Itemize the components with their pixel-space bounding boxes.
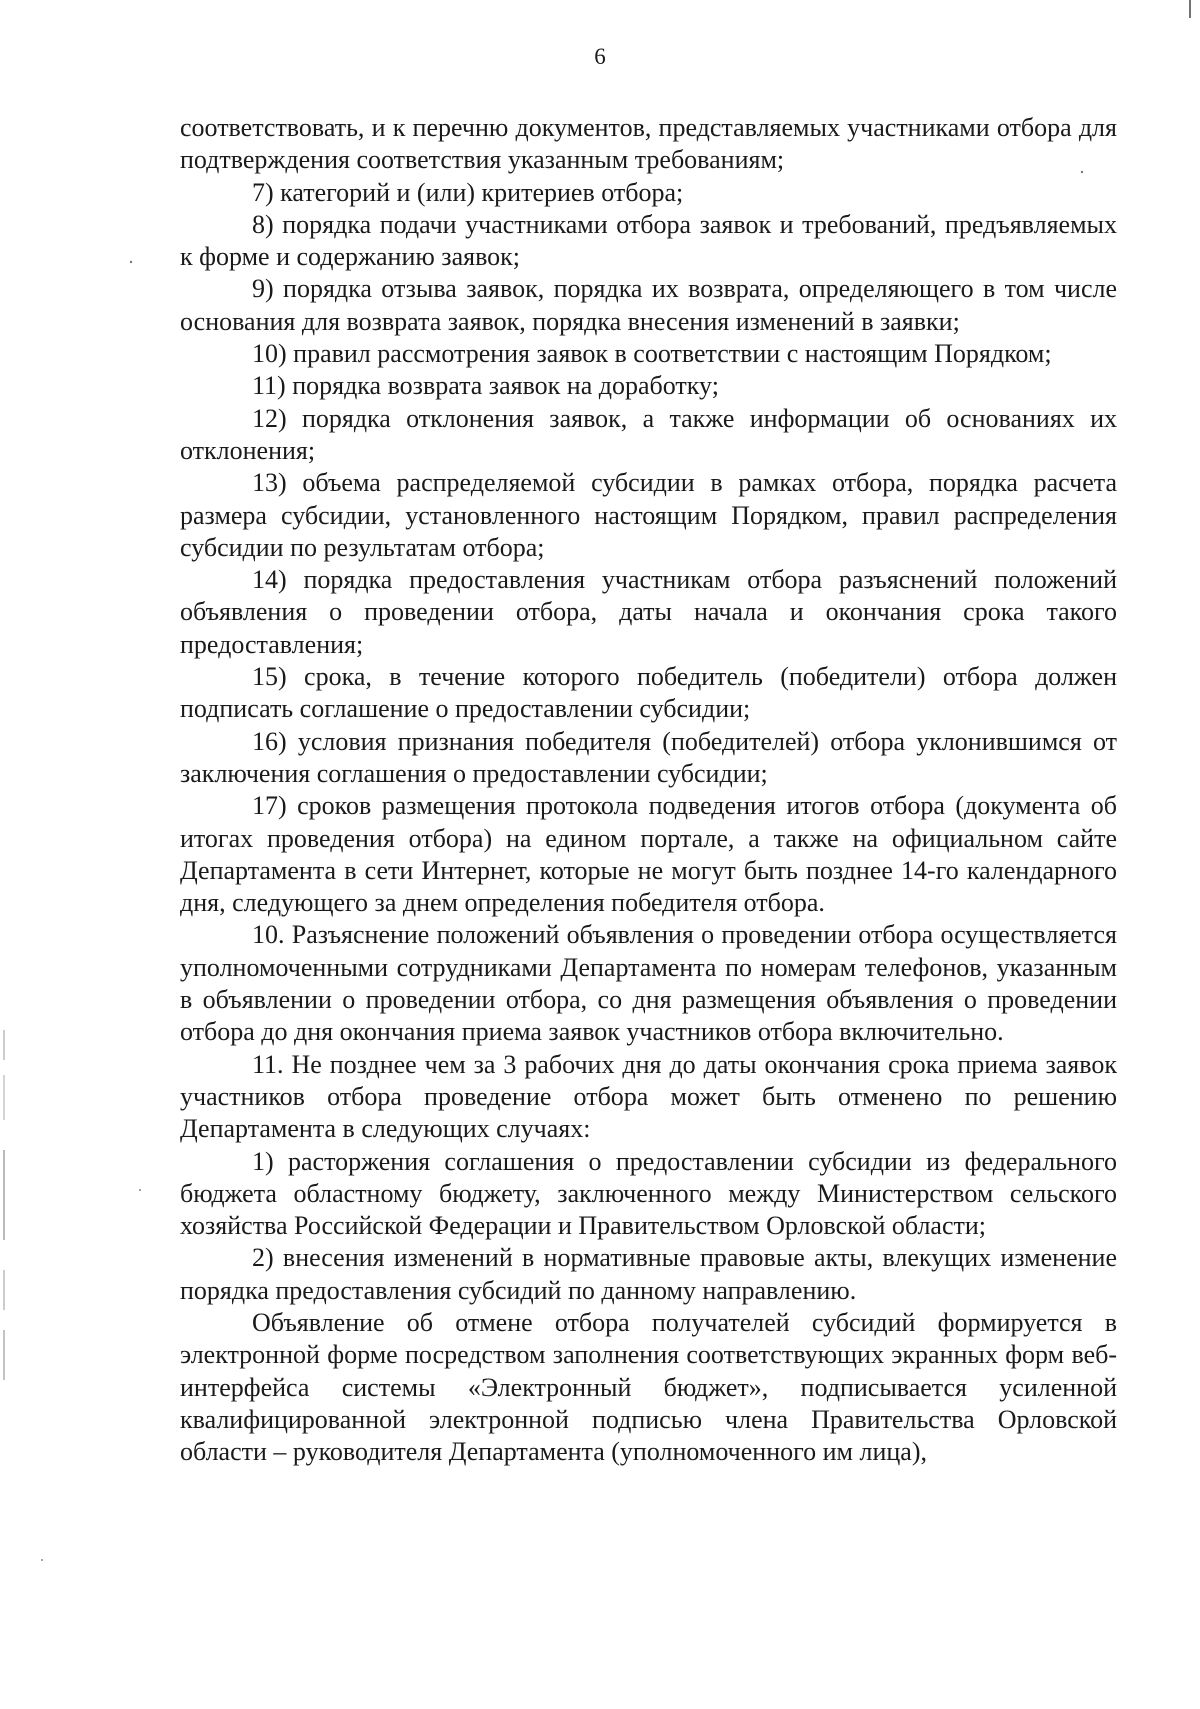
paragraph: 15) срока, в течение которого победитель (победители) отбора должен подписать соглашение о предоставлении субсидии; bbox=[180, 662, 1117, 724]
paragraph: 1) расторжения соглашения о предоставлении субсидии из федерального бюджета областному бюджету, заключенного между Министерством сельского хозяйства Российской Федерации и Правительством Орловской области; bbox=[180, 1146, 1117, 1241]
paragraph: 12) порядка отклонения заявок, а также информации об основаниях их отклонения; bbox=[180, 403, 1117, 465]
paragraph: Объявление об отмене отбора получателей субсидий формируется в электронной форме посредством заполнения соответствующих экранных форм веб-интерфейса системы «Электронный бюджет», подписывается усиленной квалифицированной электронной подписью члена Правительства Орловской области – руководителя Департамента (уполномоченного им лица), bbox=[180, 1307, 1117, 1467]
document-body bbox=[180, 112, 1117, 1468]
paragraph: 13) объема распределяемой субсидии в рамках отбора, порядка расчета размера субсидии, установленного настоящим Порядком, правил распределения субсидии по результатам отбора; bbox=[180, 468, 1117, 562]
paragraph: 14) порядка предоставления участникам отбора разъяснений положений объявления о проведении отбора, даты начала и окончания срока такого предоставления; bbox=[180, 565, 1117, 659]
paragraph: 11) порядка возврата заявок на доработку; bbox=[252, 371, 719, 401]
paragraph: 10. Разъяснение положений объявления о проведении отбора осуществляется уполномоченными сотрудниками Департамента по номерам телефонов, указанным в объявлении о проведении отбора, со дня размещения объявления о проведении отбора до дня окончания приема заявок участников отбора включительно. bbox=[180, 920, 1117, 1047]
paragraph: 10) правил рассмотрения заявок в соответствии с настоящим Порядком; bbox=[252, 339, 1052, 369]
paragraph: 7) категорий и (или) критериев отбора; bbox=[252, 177, 684, 207]
paragraph: 16) условия признания победителя (победителей) отбора уклонившимся от заключения соглашения о предоставлении субсидии; bbox=[180, 726, 1117, 788]
paragraph: 9) порядка отзыва заявок, порядка их возврата, определяющего в том числе основания для возврата заявок, порядка внесения изменений в заявки; bbox=[180, 274, 1117, 336]
paragraph: 8) порядка подачи участниками отбора заявок и требований, предъявляемых к форме и содержанию заявок; bbox=[180, 209, 1117, 272]
paragraph: 17) сроков размещения протокола подведения итогов отбора (документа об итогах проведения отбора) на едином портале, а также на официальном сайте Департамента в сети Интернет, которые не могут быть позднее 14-го календарного дня, следующего за днем определения победителя отбора. bbox=[180, 791, 1117, 918]
page-number: 6 bbox=[594, 44, 606, 69]
paragraph: 11. Не позднее чем за 3 рабочих дня до даты окончания срока приема заявок участников отбора проведение отбора может быть отменено по решению Департамента в следующих случаях: bbox=[180, 1049, 1117, 1144]
paragraph: соответствовать, и к перечню документов, представляемых участниками отбора для подтверждения соответствия указанным требованиям; bbox=[180, 113, 1117, 175]
paragraph: 2) внесения изменений в нормативные правовые акты, влекущих изменение порядка предоставления субсидий по данному направлению. bbox=[180, 1243, 1117, 1305]
